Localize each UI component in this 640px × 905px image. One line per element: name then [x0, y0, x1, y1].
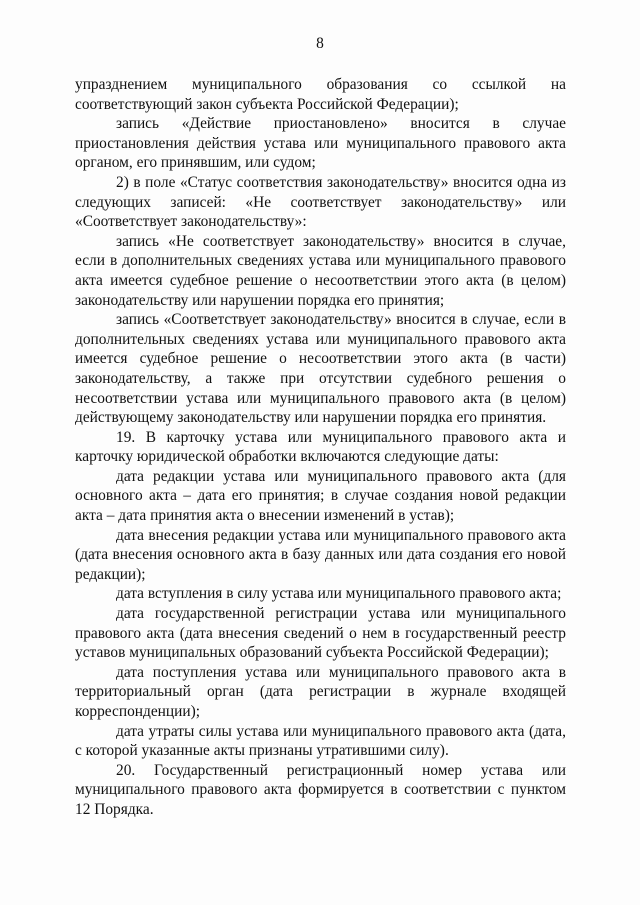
- paragraph-date-registration: дата государственной регистрации устава или муниципального правового акта (дата внесения сведений о нем в государственный реестр уставов муниципальных образований субъекта Российской Федерации);: [75, 605, 566, 662]
- paragraph-not-compliant: запись «Не соответствует законодательству» вносится в случае, если в дополнительных сведениях устава или муниципального правового акта имеется судебное решение о несоответствии этого акта (в целом) законодательству или нарушении порядка его принятия;: [75, 232, 566, 309]
- paragraph-date-expiry: дата утраты силы устава или муниципального правового акта (дата, с которой указанные акты признаны утратившими силу).: [75, 722, 566, 760]
- paragraph-compliant: запись «Соответствует законодательству» вносится в случае, если в дополнительных сведениях устава или муниципального правового акта имеется судебное решение о несоответствии этого акта (в части) законодательству, а также при отсутствии судебного решения о несоответствии устава или муниципального правового акта (в целом) действующему законодательству или нарушении порядка его принятия.: [75, 311, 566, 427]
- paragraph-item-20: 20. Государственный регистрационный номер устава или муниципального правового акта формируется в соответствии с пунктом 12 Порядка.: [75, 761, 566, 818]
- paragraph-date-edition: дата редакции устава или муниципального правового акта (для основного акта – дата его принятия; в случае создания новой редакции акта – дата принятия акта о внесении изменений в устав);: [75, 467, 566, 525]
- paragraph-status-suspended: запись «Действие приостановлено» вносится в случае приостановления действия устава или муниципального правового акта органом, его принявшим, или судом;: [75, 115, 566, 172]
- paragraph-continuation: упразднением муниципального образования со ссылкой на соответствующий закон субъекта Российской Федерации);: [75, 76, 566, 113]
- paragraph-date-receipt: дата поступления устава или муниципального правового акта в территориальный орган (дата регистрации в журнале входящей корреспонденции);: [75, 663, 566, 720]
- paragraph-date-entry: дата внесения редакции устава или муниципального правового акта (дата внесения основного акта в базу данных или дата создания его новой редакции);: [75, 526, 566, 583]
- paragraph-compliance-field: 2) в поле «Статус соответствия законодательству» вносится одна из следующих записей: «Не соответствует законодательству» или «Соответствует законодательству»:: [75, 173, 566, 231]
- document-body: [75, 75, 566, 820]
- paragraph-item-19: 19. В карточку устава или муниципального правового акта и карточку юридической обработки включаются следующие даты:: [75, 428, 566, 466]
- page-number: 8: [316, 35, 324, 52]
- paragraph-date-effective: дата вступления в силу устава или муниципального правового акта;: [116, 585, 562, 603]
